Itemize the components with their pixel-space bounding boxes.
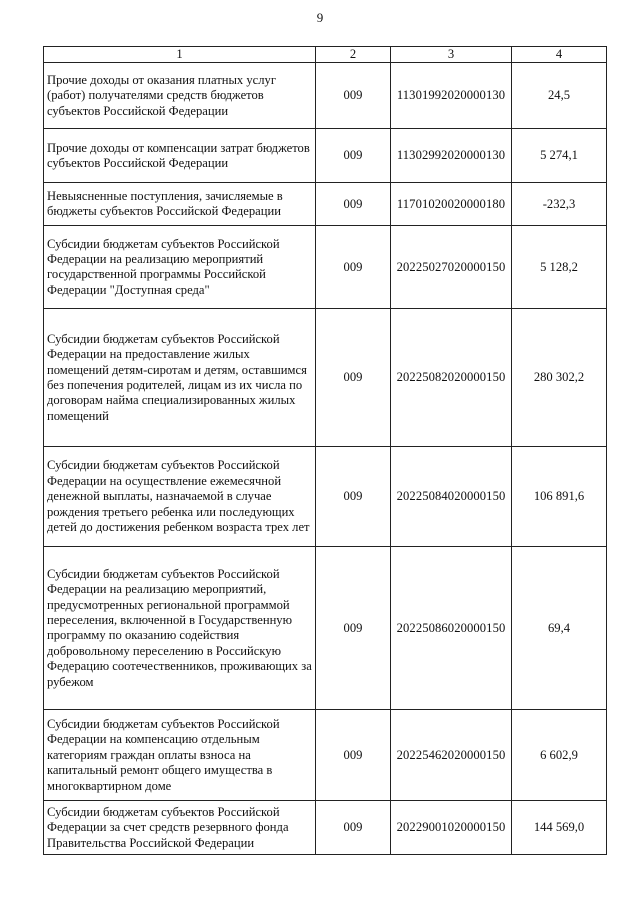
row-amount: 24,5: [512, 63, 607, 129]
row-amount: 69,4: [512, 547, 607, 710]
row-amount: 106 891,6: [512, 447, 607, 547]
row-admin-code: 009: [316, 183, 391, 226]
header-col-3: 3: [391, 47, 512, 63]
table-row: [44, 447, 607, 547]
row-kbk: 11301992020000130: [391, 63, 512, 129]
header-col-1: 1: [44, 47, 316, 63]
table-row: [44, 226, 607, 309]
row-amount: 6 602,9: [512, 710, 607, 801]
row-admin-code: 009: [316, 801, 391, 855]
row-admin-code: 009: [316, 547, 391, 710]
row-admin-code: 009: [316, 447, 391, 547]
revenue-table: [43, 46, 607, 855]
row-kbk: 20225082020000150: [391, 309, 512, 447]
table-row: [44, 129, 607, 183]
row-amount: 5 128,2: [512, 226, 607, 309]
row-kbk: 20225086020000150: [391, 547, 512, 710]
row-admin-code: 009: [316, 129, 391, 183]
row-name: Субсидии бюджетам субъектов Российской Федерации на реализацию мероприятий государственной программы Российской Федерации "Доступная среда": [44, 226, 316, 309]
row-amount: -232,3: [512, 183, 607, 226]
row-kbk: 20225084020000150: [391, 447, 512, 547]
row-admin-code: 009: [316, 710, 391, 801]
row-admin-code: 009: [316, 63, 391, 129]
row-name: Субсидии бюджетам субъектов Российской Федерации за счет средств резервного фонда Правительства Российской Федерации: [44, 801, 316, 855]
header-col-2: 2: [316, 47, 391, 63]
row-name: Прочие доходы от оказания платных услуг (работ) получателями средств бюджетов субъектов Российской Федерации: [44, 63, 316, 129]
row-kbk: 20225462020000150: [391, 710, 512, 801]
row-name: Субсидии бюджетам субъектов Российской Федерации на компенсацию отдельным категориям граждан оплаты взноса на капитальный ремонт общего имущества в многоквартирном доме: [44, 710, 316, 801]
row-kbk: 20229001020000150: [391, 801, 512, 855]
table-row: [44, 63, 607, 129]
row-kbk: 11302992020000130: [391, 129, 512, 183]
row-admin-code: 009: [316, 309, 391, 447]
row-name: Субсидии бюджетам субъектов Российской Федерации на осуществление ежемесячной денежной выплаты, назначаемой в случае рождения третьего ребенка или последующих детей до достижения ребенком возраста трех лет: [44, 447, 316, 547]
page-number: 9: [316, 10, 324, 25]
table-row: [44, 183, 607, 226]
table-row: [44, 309, 607, 447]
header-col-4: 4: [512, 47, 607, 63]
row-amount: 144 569,0: [512, 801, 607, 855]
row-admin-code: 009: [316, 226, 391, 309]
table-row: [44, 547, 607, 710]
table-header-row: [44, 47, 607, 63]
row-name: Невыясненные поступления, зачисляемые в бюджеты субъектов Российской Федерации: [44, 183, 316, 226]
row-name: Субсидии бюджетам субъектов Российской Федерации на реализацию мероприятий, предусмотренных региональной программой переселения, включенной в Государственную программу по оказанию содействия добровольному переселению в Российскую Федерацию соотечественников, проживающих за рубежом: [44, 547, 316, 710]
row-amount: 5 274,1: [512, 129, 607, 183]
row-kbk: 20225027020000150: [391, 226, 512, 309]
row-name: Прочие доходы от компенсации затрат бюджетов субъектов Российской Федерации: [44, 129, 316, 183]
table-row: [44, 710, 607, 801]
row-kbk: 11701020020000180: [391, 183, 512, 226]
row-amount: 280 302,2: [512, 309, 607, 447]
row-name: Субсидии бюджетам субъектов Российской Федерации на предоставление жилых помещений детям-сиротам и детям, оставшимся без попечения родителей, лицам из их числа по договорам найма специализированных жилых помещений: [44, 309, 316, 447]
table-row: [44, 801, 607, 855]
